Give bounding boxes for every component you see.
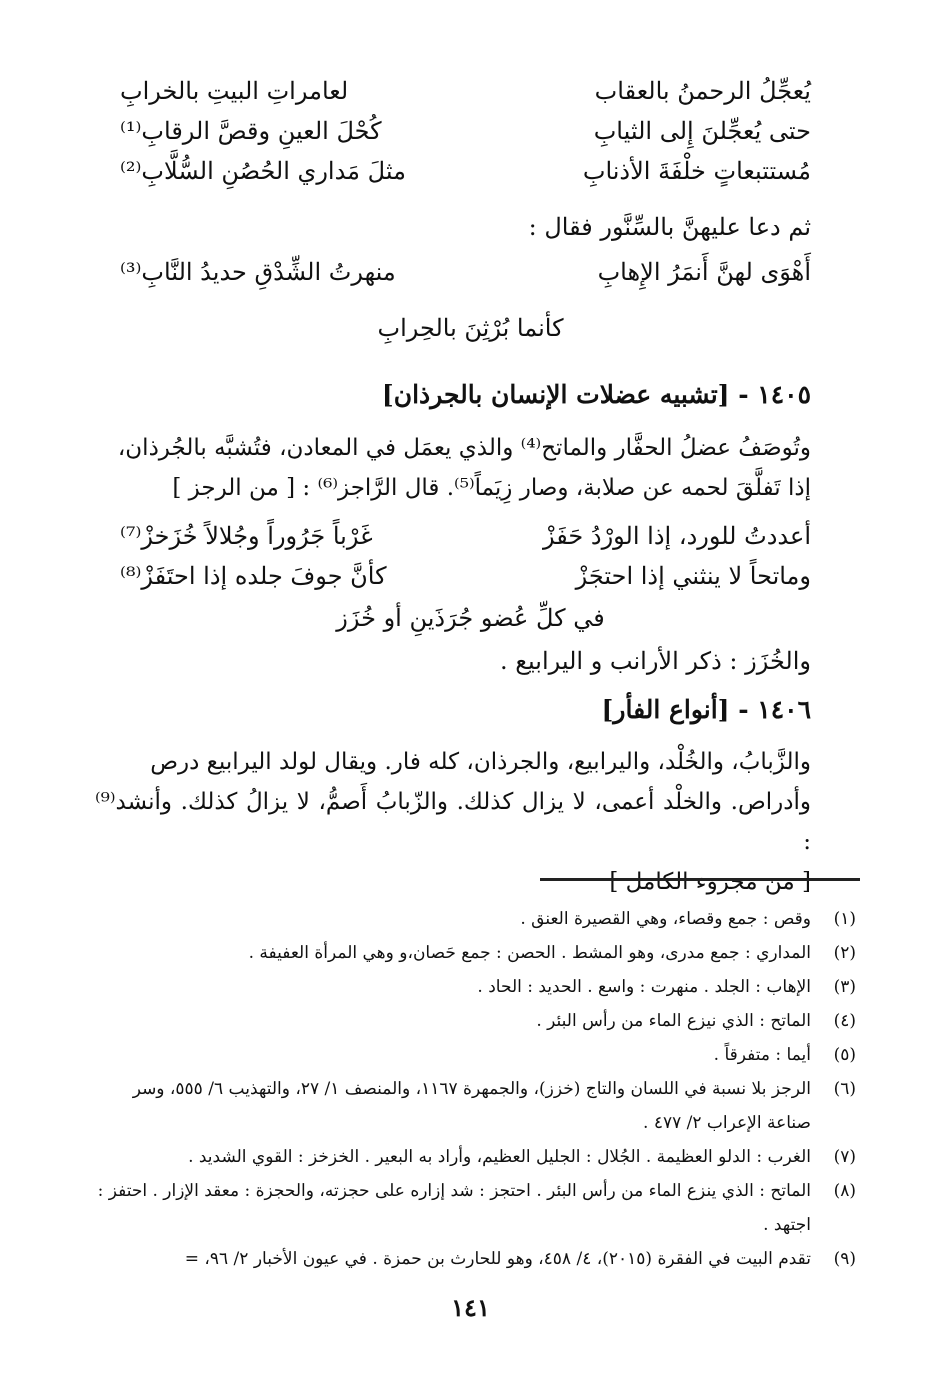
footnote: [95, 970, 856, 1004]
verse-line: [120, 258, 811, 298]
verse-centered: كأنما بُرْثِنَ بالحِرابِ: [377, 314, 564, 342]
footnote-number: (١): [833, 909, 856, 929]
verse-hemistich-first: مُستتبعاتٍ خلْفَةَ الأذنابِ: [582, 157, 811, 185]
footnote: [95, 1072, 856, 1140]
footnote-text: تقدم البيت في الفقرة (٢٠١٥)، ٤/ ٤٥٨، وهو للحارث بن حمزة . في عيون الأخبار ٢/ ٩٦، =: [184, 1249, 811, 1269]
verse-hemistich-first: أعددتُ للورد، إذا الورْدُ حَفَزْ: [543, 522, 811, 550]
page-number: ١٤١: [451, 1293, 490, 1322]
verse-hemistich-second: غَرْباً جَرُوراً وجُلالاً خُزَخزْ⁽⁷⁾: [120, 522, 373, 550]
footnote: [95, 1004, 856, 1038]
footnote-text: الماتح : الذي نيزع الماء من رأس البئر .: [536, 1011, 811, 1031]
verse-hemistich-first: حتى يُعجِّلنَ إِلى الثيابِ: [593, 117, 811, 145]
verse-hemistich-second: كأنَّ جوفَ جلده إذا احتَفَزْ⁽⁸⁾: [120, 562, 387, 590]
footnote-text: الرجز بلا نسبة في اللسان والتاج (خزز)، والجمهرة ١١٦٧، والمنصف ١/ ٢٧، والتهذيب ٦/ ٥٥٥، وسر صناعة الإعراب ٢/ ٤٧٧ .: [132, 1079, 811, 1133]
verse-line: [120, 562, 811, 602]
footnote: [95, 902, 856, 936]
verse-centered: في كلِّ عُضو جُرَذَينِ أو خُزَز: [336, 604, 605, 632]
paragraph-line: [ من مجزوء الكامل ]: [609, 869, 811, 895]
footnote: [95, 1242, 856, 1276]
verse-line: [120, 77, 811, 117]
footnote-text: الماتح : الذي ينزع الماء من رأس البئر . احتجز : شد إزاره على حجزته، والحجزة : معقد الإزار . احتفز : اجتهد .: [97, 1181, 811, 1235]
footnote-text: أيما : متفرقاً .: [713, 1045, 811, 1065]
intro-line: ثم دعا عليهنَّ بالسِّنَّور فقال :: [528, 213, 811, 241]
verse-line: [120, 117, 811, 157]
verse-hemistich-second: مثلَ مَداري الحُصُنِ السُّلَّابِ⁽²⁾: [120, 157, 406, 185]
paragraph: [95, 428, 811, 508]
footnote-number: (٩): [833, 1249, 856, 1269]
verse-hemistich-second: لعامراتِ البيتِ بالخرابِ: [120, 77, 349, 105]
footnote-number: (٦): [833, 1079, 856, 1099]
footnote-text: المداري : جمع مدرى، وهو المشط . الحصن : جمع حَصان،و وهي المرأة العفيفة .: [248, 943, 811, 963]
verse-hemistich-second: كُحْلَ العينِ وقصَّ الرقابِ⁽¹⁾: [120, 117, 382, 145]
footnote-number: (٨): [833, 1181, 856, 1201]
paragraph-line: والزَّبابُ، والخُلْد، واليرابيع، والجرذان، كله فار. ويقال لولد اليرابيع درص: [150, 749, 811, 775]
footnote-text: الإهاب : الجلد . منهرت : واسع . الحديد : الحاد .: [477, 977, 811, 997]
paragraph-line: وأدراص. والخلْد أعمى، لا يزال كذلك. والزّبابُ أَصمُّ، لا يزالُ كذلك. وأنشد⁽⁹⁾ :: [95, 789, 811, 855]
footnote: [95, 1038, 856, 1072]
verse-hemistich-first: أَهْوَى لهنَّ أَنمَرُ الإِهابِ: [597, 258, 811, 286]
gloss-line: والخُزَز : ذكر الأرانب و اليرابيع .: [499, 647, 811, 675]
section-heading: ١٤٠٦ - [أنواع الفأر]: [601, 695, 811, 724]
footnote-text: الغرب : الدلو العظيمة . الجُلال : الجليل العظيم، وأراد به البعير . الخزخز : القوي الشديد .: [188, 1147, 811, 1167]
paragraph-line: إذا تَفلَّقَ لحمه عن صلابة، وصار زِيَماً⁽⁵⁾. قال الرَّاجز⁽⁶⁾ : [ من الرجز ]: [172, 475, 811, 501]
footnote-number: (٤): [833, 1011, 856, 1031]
verse-hemistich-first: يُعجِّلُ الرحمنُ بالعقاب: [594, 77, 811, 105]
section-heading: ١٤٠٥ - [تشبيه عضلات الإنسان بالجرذان]: [381, 380, 811, 409]
verse-line: [120, 157, 811, 197]
footnote-number: (٥): [833, 1045, 856, 1065]
footnote: [95, 1140, 856, 1174]
verse-hemistich-first: وماتحاً لا ينثني إذا احتجَزْ: [575, 562, 811, 590]
footnote-number: (٧): [833, 1147, 856, 1167]
verse-hemistich-second: منهرتُ الشِّدْقِ حديدُ النَّابِ⁽³⁾: [120, 258, 396, 286]
footnote: [95, 936, 856, 970]
verse-line: [120, 522, 811, 562]
footnote-text: وقص : جمع وقصاء، وهي القصيرة العنق .: [520, 909, 811, 929]
paragraph-line: وتُوصَفُ عضلُ الحفَّار والماتح⁽⁴⁾ والذي يعمَل في المعادن، فتُشبَّه بالجُرذان،: [117, 435, 811, 461]
footnote-number: (٣): [833, 977, 856, 997]
footnote: [95, 1174, 856, 1242]
footnotes: [95, 902, 856, 1276]
footnote-separator: [540, 878, 860, 881]
footnote-number: (٢): [833, 943, 856, 963]
